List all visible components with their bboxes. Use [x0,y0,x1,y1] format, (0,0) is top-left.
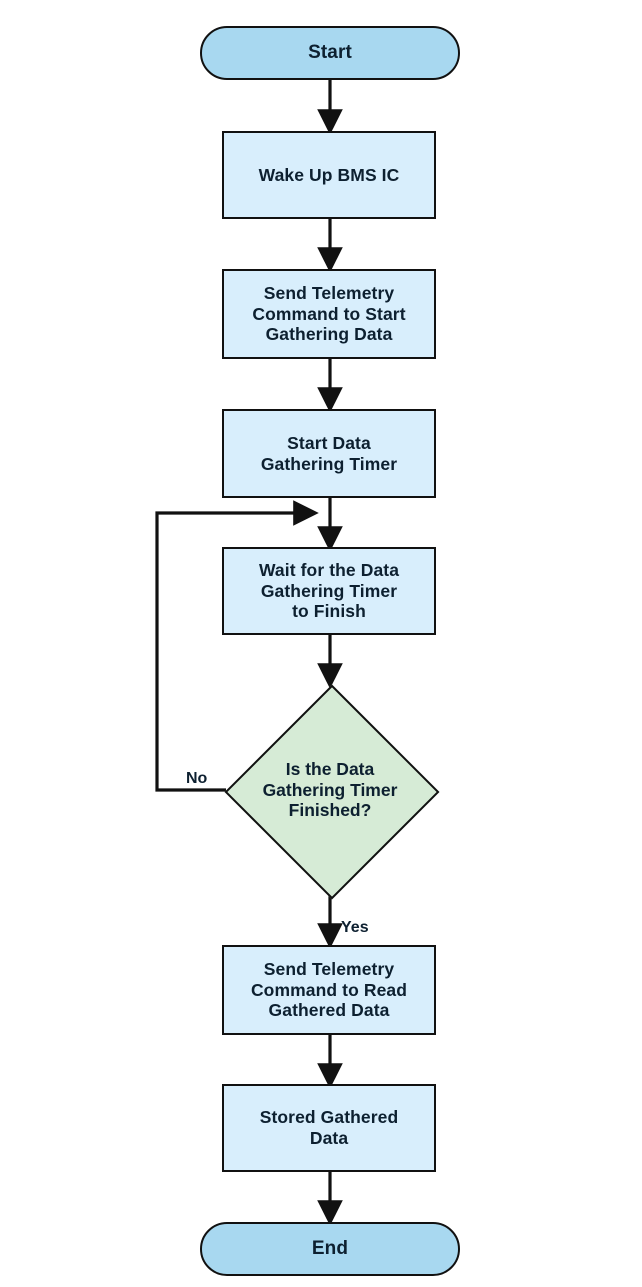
node-send-telemetry-start[interactable] [222,269,436,359]
node-decision-timer-finished[interactable] [226,686,434,894]
node-send-telemetry-read[interactable] [222,945,436,1035]
line-2: Gathering Timer [260,580,398,601]
line-3: Gathering Data [265,324,393,345]
line-2: Data [309,1128,349,1148]
node-wait-for-timer[interactable] [222,547,436,635]
node-stored-gathered-data-label [260,1107,399,1148]
node-wait-for-timer-label [259,560,399,622]
node-start-label: Start [308,41,352,63]
line-2: Command to Read [250,979,408,1000]
node-decision-timer-finished-label [226,686,434,894]
edge-label-no: No [186,770,208,787]
node-send-telemetry-start-label [252,283,405,345]
line-3: Finished? [288,800,372,821]
node-send-telemetry-read-label [251,959,407,1021]
line-1: Send Telemetry [263,283,395,304]
node-wake-up-bms-ic[interactable] [222,131,436,219]
line-2: Gathering Timer [262,779,398,800]
line-1: Start Data [287,432,371,453]
node-start[interactable] [200,26,460,80]
node-wake-up-bms-ic-label: Wake Up BMS IC [258,164,400,185]
line-2: Gathering Timer [260,453,398,474]
node-end[interactable] [200,1222,460,1276]
line-1: Wait for the Data [258,560,400,581]
node-stored-gathered-data[interactable] [222,1084,436,1172]
line-2: Command to Start [252,303,406,324]
line-1: Is the Data [285,759,375,780]
line-1: Stored Gathered [259,1107,399,1128]
line-3: Gathered Data [268,1000,390,1021]
line-1: Send Telemetry [263,959,395,980]
node-start-data-gathering-timer[interactable] [222,409,436,498]
node-start-data-gathering-timer-label [261,433,397,474]
line-3: to Finish [292,601,366,622]
edge-label-yes: Yes [341,919,369,936]
node-end-label: End [311,1237,349,1259]
